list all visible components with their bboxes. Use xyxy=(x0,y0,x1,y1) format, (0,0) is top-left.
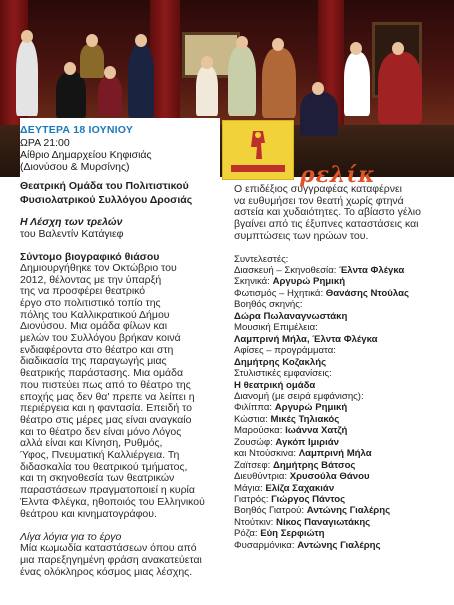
credit-name: Ελίζα Σαχακιάν xyxy=(265,482,335,494)
credit-row xyxy=(234,402,439,413)
event-venue: Αίθριο Δημαρχείου Κηφισιάς xyxy=(20,149,152,161)
play-title: Η Λέσχη των τρελών xyxy=(20,215,123,228)
credit-row xyxy=(234,425,439,436)
troupe-name-line-1: Θεατρική Ομάδα του Πολιτιστικού xyxy=(20,180,189,192)
credit-role: Ντούτκιν: xyxy=(234,516,277,528)
credit-name: Νίκος Παναγιωτάκης xyxy=(276,516,371,528)
bio-line: θεατρικής παράστασης. Μια ομάδα xyxy=(20,367,184,380)
logo-wordmark xyxy=(231,165,285,172)
credit-name: Δημήτρης Κοζακλής xyxy=(234,356,327,368)
about-cont-line: βγαίνει από τις έξυπνες καταστάσεις και xyxy=(234,218,419,231)
bio-line: και το θέατρο δεν είναι μόνο Λόγος xyxy=(20,425,182,438)
credit-role: Ζαϊτσεφ: xyxy=(234,459,273,471)
credit-name: Αντώνης Γιαλέρης xyxy=(297,539,381,551)
about-heading: Λίγα λόγια για το έργο xyxy=(20,531,122,544)
bio-line: μελών του Συλλόγου βρήκαν κοινά xyxy=(20,332,181,345)
bio-text xyxy=(20,263,220,520)
credit-name: Αργυρώ Ρημική xyxy=(274,402,348,414)
credit-name: Η θεατρική ομάδα xyxy=(234,379,316,391)
about-line: Μία κωμωδία καταστάσεων όπου από xyxy=(20,542,197,555)
credit-row xyxy=(234,460,439,471)
bio-line: 2012, θέλοντας με την ύπαρξή xyxy=(20,273,162,286)
credit-row xyxy=(234,494,439,505)
credit-name: Αντώνης Γιαλέρης xyxy=(306,505,391,517)
credit-name: Δημήτρης Βάτσος xyxy=(272,459,356,471)
credit-row xyxy=(234,380,439,391)
bio-line: Δημιουργήθηκε τον Οκτώβριο του xyxy=(20,261,177,274)
credit-role: Γιατρός: xyxy=(234,494,272,506)
credit-role: Φιλίππα: xyxy=(234,402,275,414)
credit-row xyxy=(234,276,439,287)
credit-row xyxy=(234,322,439,333)
credit-role: Αφίσες – προγράμματα: xyxy=(234,345,336,357)
credit-name: Χρυσούλα Θάνου xyxy=(289,471,370,483)
credit-row xyxy=(234,368,439,379)
credit-name: Λαμπρινή Μήλα, Έλντα Φλέγκα xyxy=(234,333,378,345)
credit-name: Εύη Σερφιώτη xyxy=(260,528,325,540)
credit-name: Αγκόπ Ιμιριάν xyxy=(275,436,339,448)
credit-role: Κώστια: xyxy=(234,413,271,425)
about-cont-line: να ευθυμήσει τον θεατή χωρίς φτηνά xyxy=(234,194,404,207)
about-line: μια παρεξηγημένη φράση ανακατεύεται xyxy=(20,553,202,566)
credit-role: Μαρούσκα: xyxy=(234,425,286,437)
credit-role: Σκηνικά: xyxy=(234,276,273,288)
credit-name: Αργυρώ Ρημική xyxy=(272,276,346,288)
about-cont-line: Ο επιδέξιος συγγραφέας καταφέρνει xyxy=(234,183,403,195)
credit-name: Ιωάννα Χατζή xyxy=(285,425,348,437)
credit-row xyxy=(234,288,439,299)
bio-line: και τη σκηνοθεσία των θεατρικών xyxy=(20,472,175,485)
event-time: ΩΡΑ 21:00 xyxy=(20,137,70,149)
credit-name: Θανάσης Ντούλας xyxy=(325,287,409,299)
credit-role: Φυσαρμόνικα: xyxy=(234,539,298,551)
poster-title-fragment: ρελίκ xyxy=(300,162,376,188)
credit-row xyxy=(234,345,439,356)
about-cont-line: αστεία και χυδαιότητες. Το αβίαστο γέλιο xyxy=(234,206,421,219)
credit-row xyxy=(234,391,439,402)
bio-line: εποχής μας δεν θα' πρεπε να λείπει η xyxy=(20,390,195,403)
about-text-continued xyxy=(234,184,439,243)
credit-row xyxy=(234,265,439,276)
credit-row xyxy=(234,357,439,368)
credit-row xyxy=(234,311,439,322)
right-column xyxy=(234,184,439,551)
credit-name: Μικές Τηλιακός xyxy=(270,413,340,425)
credit-row xyxy=(234,437,439,448)
bio-line: διδασκαλία του θεατρικού τμήματος, xyxy=(20,460,188,473)
credit-row xyxy=(234,448,439,459)
credit-role: Ρόζα: xyxy=(234,528,261,540)
bio-line: Ύφος, Πνευματική Καλλιέργεια. Τη xyxy=(20,449,180,462)
credit-row xyxy=(234,299,439,310)
credit-role: Στυλιστικές εμφανίσεις: xyxy=(234,368,332,380)
about-line: ένας ολόκληρος κόσμος μιας λέσχης. xyxy=(20,565,193,578)
festival-logo xyxy=(222,120,294,180)
credit-role: Φωτισμός – Ηχητικά: xyxy=(234,287,326,299)
bio-line: διαδικασία της παραγωγής μιας xyxy=(20,355,167,368)
troupe-name-line-2: Φυσιολατρικού Συλλόγου Δροσιάς xyxy=(20,194,193,207)
bio-line: περιέργεια και η φαντασία. Επειδή το xyxy=(20,402,192,415)
credits-list xyxy=(234,254,439,552)
bio-line: πόλης του Καλλικρατικού Δήμου xyxy=(20,308,170,321)
credit-row xyxy=(234,505,439,516)
bio-heading: Σύντομο βιογραφικό θιάσου xyxy=(20,250,160,263)
bio-line: αλλά είναι και Κίνηση, Ρυθμός, xyxy=(20,437,163,450)
credit-role: Μουσική Επιμέλεια: xyxy=(234,322,318,334)
credit-row xyxy=(234,540,439,551)
credit-name: Δώρα Πωλαναγνωστάκη xyxy=(234,310,348,322)
credit-row xyxy=(234,517,439,528)
bio-line: έργο στο πολιτιστικό τοπίο της xyxy=(20,296,161,309)
credit-row xyxy=(234,414,439,425)
credit-role: και Ντούσκινα: xyxy=(234,448,299,460)
credit-role: Διευθύντρια: xyxy=(234,471,290,483)
credit-row xyxy=(234,528,439,539)
bio-line: Έλντα Φλέγκα, ηθοποιός του Ελληνικού xyxy=(20,495,205,508)
credit-row xyxy=(234,471,439,482)
bio-line: ενδιαφέροντα στο θέατρο και στη xyxy=(20,343,174,356)
left-column xyxy=(20,178,220,578)
bio-line: θέατρο στις μέρες μας είναι αναγκαίο xyxy=(20,413,192,426)
credit-row xyxy=(234,483,439,494)
event-venue-address: (Διονύσου & Μυρσίνης) xyxy=(20,161,130,173)
bio-line: της να προσφέρει θεατρικό xyxy=(20,285,146,298)
about-text xyxy=(20,543,220,578)
credit-name: Έλντα Φλέγκα xyxy=(339,264,405,276)
credit-name: Λαμπρινή Μήλα xyxy=(298,448,372,460)
bio-line: θεάτρου και κινηματογράφου. xyxy=(20,507,157,520)
credit-role: Διανομή (με σειρά εμφάνισης): xyxy=(234,390,364,402)
bio-line: παραστάσεων πραγματοποιεί η κυρία xyxy=(20,484,195,497)
play-author: του Βαλεντίν Κατάγιεφ xyxy=(20,227,124,240)
event-date: ΔΕΥΤΕΡΑ 18 ΙΟΥΝΙΟΥ xyxy=(20,124,134,136)
about-cont-line: συμπτώσεις των ηρώων του. xyxy=(234,229,369,242)
credit-role: Βοηθός σκηνής: xyxy=(234,299,303,311)
credit-name: Γιώργος Πάντος xyxy=(271,494,346,506)
credit-row xyxy=(234,334,439,345)
bio-line: που πιστεύει πως από το θέατρο της xyxy=(20,378,191,391)
credit-role: Διασκευή – Σκηνοθεσία: xyxy=(234,264,340,276)
credit-role: Ζουσώφ: xyxy=(234,436,276,448)
bio-line: Διονύσου. Μια ομάδα φίλων και xyxy=(20,320,168,333)
credits-heading: Συντελεστές: xyxy=(234,253,289,265)
credit-role: Μάγια: xyxy=(234,482,266,494)
credit-role: Βοηθός Γιατρού: xyxy=(234,505,307,517)
theatre-figure-icon xyxy=(241,129,273,161)
